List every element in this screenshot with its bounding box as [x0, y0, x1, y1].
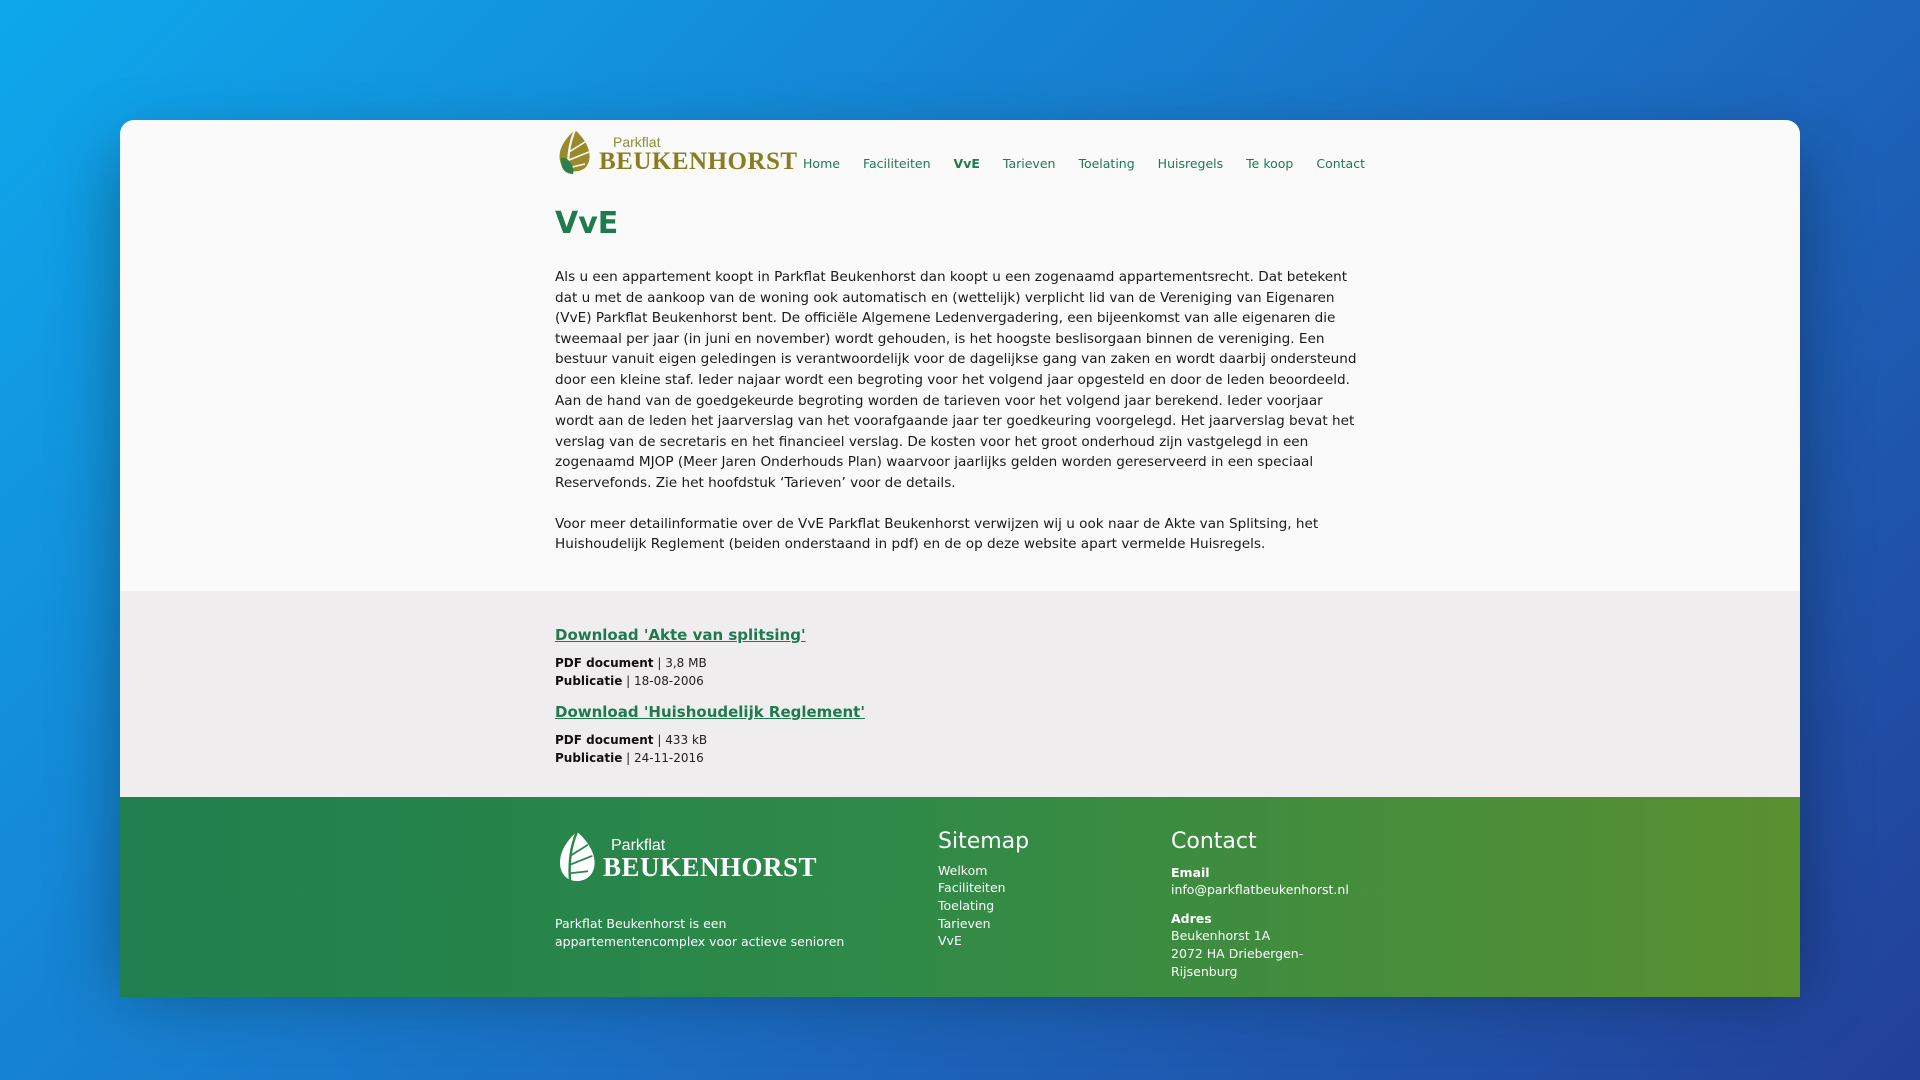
- contact-heading: Contact: [1171, 828, 1257, 854]
- publication-label: Publicatie: [555, 750, 623, 765]
- publication-label: Publicatie: [555, 673, 623, 688]
- download-reglement-link[interactable]: Download 'Huishoudelijk Reglement': [555, 702, 865, 721]
- sitemap-link-vve[interactable]: VvE: [938, 933, 962, 949]
- site-header: [555, 120, 1365, 202]
- address-line-2: 2072 HA Driebergen-Rijsenburg: [1171, 945, 1304, 979]
- detail-paragraph: Voor meer detailinformatie over de VvE Parkflat Beukenhorst verwijzen wij u ook naar de Akte van Splitsing, het Huishoudelijk Reglement (beiden onderstaand in pdf) en de op deze website apart vermelde Huisregels.: [555, 515, 1319, 553]
- logo-big-text: BEUKENHORST: [599, 147, 798, 175]
- email-label: Email: [1171, 864, 1210, 880]
- nav-toelating[interactable]: Toelating: [1078, 156, 1135, 171]
- download-meta: PDF document | 3,8 MB Publicatie | 18-08-2006: [555, 655, 707, 688]
- footer-about-column: [555, 829, 938, 980]
- footer-sitemap-column: [938, 829, 1171, 980]
- beech-leaf-icon: [555, 829, 599, 891]
- sitemap-link-faciliteiten[interactable]: Faciliteiten: [938, 880, 1006, 896]
- logo-small-text: Parkflat: [613, 133, 661, 150]
- publication-date: 18-08-2006: [634, 673, 704, 688]
- sitemap-link-toelating[interactable]: Toelating: [938, 897, 995, 913]
- nav-te-koop[interactable]: Te koop: [1246, 156, 1294, 171]
- downloads-section: [120, 591, 1800, 797]
- file-size: 3,8 MB: [665, 655, 707, 670]
- footer-about-text: Parkflat Beukenhorst is een appartementencomplex voor actieve senioren: [555, 915, 845, 949]
- sitemap-list: [938, 862, 1171, 950]
- site-footer: [120, 797, 1800, 997]
- nav-contact[interactable]: Contact: [1316, 156, 1365, 171]
- sitemap-link-tarieven[interactable]: Tarieven: [938, 915, 991, 931]
- beech-leaf-icon: [555, 128, 595, 180]
- download-akte-link[interactable]: Download 'Akte van splitsing': [555, 625, 806, 644]
- browser-window: [120, 120, 1800, 979]
- site-logo[interactable]: [555, 128, 798, 180]
- main-content: [555, 206, 1365, 591]
- main-nav: [780, 156, 1365, 171]
- publication-date: 24-11-2016: [634, 750, 704, 765]
- doc-type-label: PDF document: [555, 655, 654, 670]
- nav-home[interactable]: Home: [803, 156, 840, 171]
- page-title: VvE: [555, 206, 619, 241]
- email-link[interactable]: info@parkflatbeukenhorst.nl: [1171, 881, 1349, 897]
- file-size: 433 kB: [665, 732, 708, 747]
- nav-faciliteiten[interactable]: Faciliteiten: [862, 156, 931, 171]
- address-line-1: Beukenhorst 1A: [1171, 928, 1271, 944]
- footer-logo-big-text: BEUKENHORST: [603, 852, 818, 883]
- address-label: Adres: [1171, 911, 1212, 927]
- download-item: [555, 625, 1365, 690]
- footer-logo[interactable]: [555, 829, 938, 891]
- nav-tarieven[interactable]: Tarieven: [1002, 156, 1056, 171]
- nav-vve[interactable]: VvE: [953, 156, 980, 171]
- footer-contact-column: [1171, 829, 1365, 980]
- footer-logo-small-text: Parkflat: [611, 837, 666, 855]
- download-item: [555, 702, 1365, 767]
- intro-paragraph: Als u een appartement koopt in Parkflat Beukenhorst dan koopt u een zogenaamd appartementsrecht. Dat betekent dat u met de aankoop van de woning ook automatisch en (wettelijk) verplicht lid van de Vereniging van Eigenaren (VvE) Parkflat Beukenhorst bent. De officiële Algemene Ledenvergadering, een bijeenkomst van alle eigenaren die tweemaal per jaar (in juni en november) wordt gehouden, is het hoogste beslisorgaan binnen de vereniging. Een bestuur vanuit eigen geledingen is verantwoordelijk voor de dagelijkse gang van zaken en wordt daarbij ondersteund door een kleine staf. Ieder najaar wordt een begroting voor het volgend jaar opgesteld en door de leden beoordeeld. Aan de hand van de goedgekeurde begroting worden de tarieven voor het volgend jaar berekend. Ieder voorjaar wordt aan de leden het jaarverslag van het voorafgaande jaar ter goedkeuring voorgelegd. Het jaarverslag bevat het verslag van de secretaris en het financieel verslag. De kosten voor het groot onderhoud zijn vastgelegd in een zogenaamd MJOP (Meer Jaren Onderhouds Plan) waarvoor jaarlijks gelden worden gereserveerd in een speciaal Reservefonds. Zie het hoofdstuk ‘Tarieven’ voor de details.: [555, 269, 1357, 491]
- nav-huisregels[interactable]: Huisregels: [1157, 156, 1224, 171]
- sitemap-link-welkom[interactable]: Welkom: [938, 862, 988, 878]
- download-meta: PDF document | 433 kB Publicatie | 24-11-2016: [555, 732, 708, 765]
- sitemap-heading: Sitemap: [938, 828, 1030, 854]
- doc-type-label: PDF document: [555, 732, 654, 747]
